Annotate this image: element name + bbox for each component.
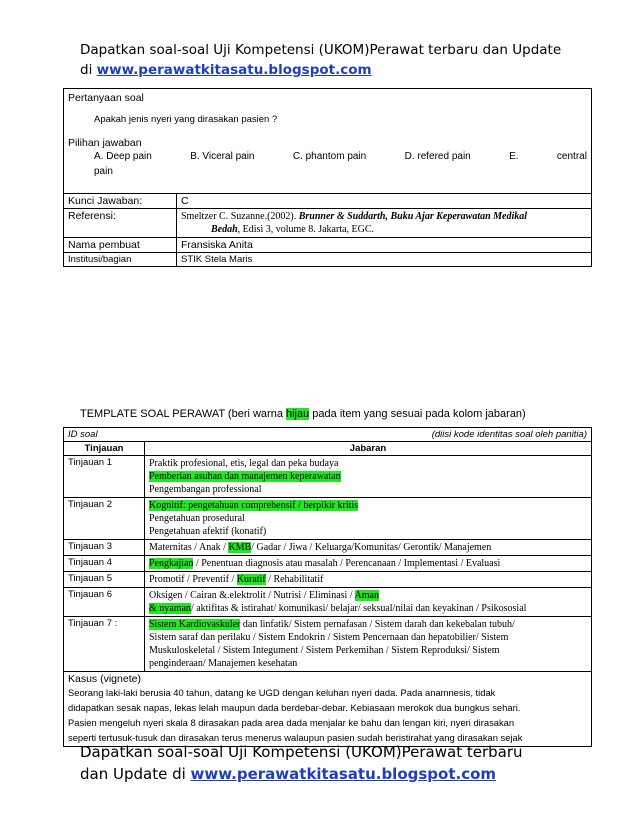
t4-value	[145, 556, 592, 572]
pilihan-label: Pilihan jawaban	[68, 137, 142, 149]
id-soal-note: (diisi kode identitas soal oleh panitia)	[431, 429, 587, 440]
kasus-cell	[64, 672, 592, 747]
t1-line2: Pemberian asuhan dan manajemen keperawatan	[149, 471, 341, 482]
option-b: B. Viceral pain	[190, 151, 255, 162]
t7-line2: Sistem saraf dan perilaku / Sistem Endokrin / Sistem Pencernaan dan hepatobilier/ Sistem	[149, 632, 509, 643]
t7-hl: Sistem Kardiovaskuler	[149, 619, 241, 630]
t3-a: Maternitas / Anak /	[149, 542, 229, 553]
template-table	[63, 427, 592, 747]
ref-author: Smeltzer C. Suzanne.(2002).	[181, 211, 299, 222]
col-jabaran: Jabaran	[145, 442, 592, 456]
t5-hl: Kuratif	[236, 574, 266, 585]
pembuat-label: Nama pembuat	[64, 238, 177, 253]
t1-value	[145, 456, 592, 498]
t5-value	[145, 572, 592, 588]
t7-line4: penginderaan/ Manajemen kesehatan	[149, 658, 298, 669]
question-cell	[64, 89, 592, 194]
question-table	[63, 88, 592, 267]
ref-edition: , Edisi 3, volume 8. Jakarta, EGC.	[237, 224, 375, 235]
option-a: A. Deep pain	[94, 151, 152, 162]
template-title-b: pada item yang sesuai pada kolom jabaran)	[309, 408, 526, 420]
kasus-line3: Pasien mengeluh nyeri skala 8 dirasakan pada area dada menjalar ke bahu dan lengan kiri, nyeri dirasakan	[68, 717, 515, 728]
t1-line1: Praktik profesional, etis, legal dan peka budaya	[149, 458, 339, 469]
kasus-line4: seperti tertusuk-tusuk dan dirasakan terus menerus walaupun pasien sudah beristirahat yang dirasakan sejak	[68, 732, 523, 743]
option-wrap: pain	[94, 166, 113, 177]
footer-text	[80, 741, 580, 785]
footer-link[interactable]: www.perawatkitasatu.blogspot.com	[190, 765, 497, 783]
t3-b: / Gadar / Jiwa / Keluarga/Komunitas/ Gerontik/ Manajemen	[251, 542, 492, 553]
option-d: D. refered pain	[404, 151, 471, 162]
header-line1: Dapatkan soal-soal Uji Kompetensi (UKOM)Perawat terbaru dan Update	[80, 42, 562, 58]
id-soal-row	[64, 428, 592, 442]
t5-label: Tinjauan 5	[64, 572, 145, 588]
template-title-hl: hijau	[286, 408, 310, 420]
footer-prefix: dan Update di	[80, 765, 191, 783]
pertanyaan-label: Pertanyaan soal	[68, 92, 144, 104]
t3-hl: KMB	[228, 542, 252, 553]
referensi-value	[177, 209, 592, 238]
t6-b: / aktifitas & istirahat/ komunikasi/ belajar/ seksual/nilai dan keyakinan / Psikososial	[190, 603, 527, 614]
t3-label: Tinjauan 3	[64, 540, 145, 556]
t7-a: dan linfatik/ Sistem pernafasan / Sistem darah dan kekebalan tubuh/	[240, 619, 515, 630]
t6-label: Tinjauan 6	[64, 588, 145, 617]
t7-value	[145, 617, 592, 672]
t6-value	[145, 588, 592, 617]
option-e: E.	[509, 151, 519, 162]
kunci-label: Kunci Jawaban:	[64, 194, 177, 209]
pertanyaan-text: Apakah jenis nyeri yang dirasakan pasien ?	[94, 114, 278, 125]
t2-line2: Pengetahuan prosedural	[149, 513, 245, 524]
t4-b: / Penentuan diagnosis atau masalah / Perencanaan / Implementasi / Evaluasi	[193, 558, 501, 569]
kunci-value: C	[177, 194, 592, 209]
kasus-line2: didapatkan sesak napas, lekas lelah maupun dada berdebar-debar. Kebiasaan merokok dua bungkus sehari.	[68, 702, 521, 713]
t6-a: Oksigen / Cairan &.elektrolit / Nutrisi / Eliminasi /	[149, 590, 355, 601]
kasus-label: Kasus (vignete)	[68, 673, 141, 685]
institusi-label: Institusi/bagian	[64, 253, 177, 267]
header-text	[80, 40, 600, 80]
footer-line1: Dapatkan soal-soal Uji Kompetensi (UKOM)Perawat terbaru	[80, 743, 523, 761]
t4-label: Tinjauan 4	[64, 556, 145, 572]
footer-line2	[80, 763, 580, 785]
t3-value	[145, 540, 592, 556]
header-link[interactable]: www.perawatkitasatu.blogspot.com	[96, 62, 372, 78]
referensi-label: Referensi:	[64, 209, 177, 238]
pembuat-value: Fransiska Anita	[177, 238, 592, 253]
t2-label: Tinjauan 2	[64, 498, 145, 540]
header-line2	[80, 60, 600, 80]
t1-label: Tinjauan 1	[64, 456, 145, 498]
col-tinjauan: Tinjauan	[64, 442, 145, 456]
t2-line3: Pengetahuan afektif (konatif)	[149, 526, 267, 537]
t6-hl2: & nyaman	[149, 603, 191, 614]
option-e-text: central	[556, 151, 587, 162]
ref-title: Brunner & Suddarth, Buku Ajar Keperawatan Medikal	[298, 211, 528, 222]
t4-hl: Pengkajian	[149, 558, 194, 569]
t6-hl1: Aman	[354, 590, 379, 601]
id-soal-label: ID soal	[68, 429, 98, 440]
template-title-a: TEMPLATE SOAL PERAWAT (beri warna	[80, 408, 286, 420]
ref-title-cont: Bedah	[211, 224, 238, 235]
t2-line1: Kognitif: pengetahuan comprehensif / berpikir kritis	[149, 500, 359, 511]
t2-value	[145, 498, 592, 540]
kasus-line1: Seorang laki-laki berusia 40 tahun, datang ke UGD dengan keluhan nyeri dada. Pada anamnesis, tidak	[68, 687, 496, 698]
option-c: C. phantom pain	[292, 151, 367, 162]
t7-label: Tinjauan 7 :	[64, 617, 145, 672]
institusi-value: STIK Stela Maris	[177, 253, 592, 267]
t7-line3: Muskuloskeletal / Sistem Integument / Sistem Perkemihan / Sistem Reproduksi/ Sistem	[149, 645, 500, 656]
t5-b: / Rehabilitatif	[265, 574, 324, 585]
header-prefix: di	[80, 62, 97, 78]
options-row	[68, 151, 587, 162]
t1-line3: Pengembangan professional	[149, 484, 262, 495]
template-title	[80, 408, 526, 420]
t5-a: Promotif / Preventif /	[149, 574, 237, 585]
